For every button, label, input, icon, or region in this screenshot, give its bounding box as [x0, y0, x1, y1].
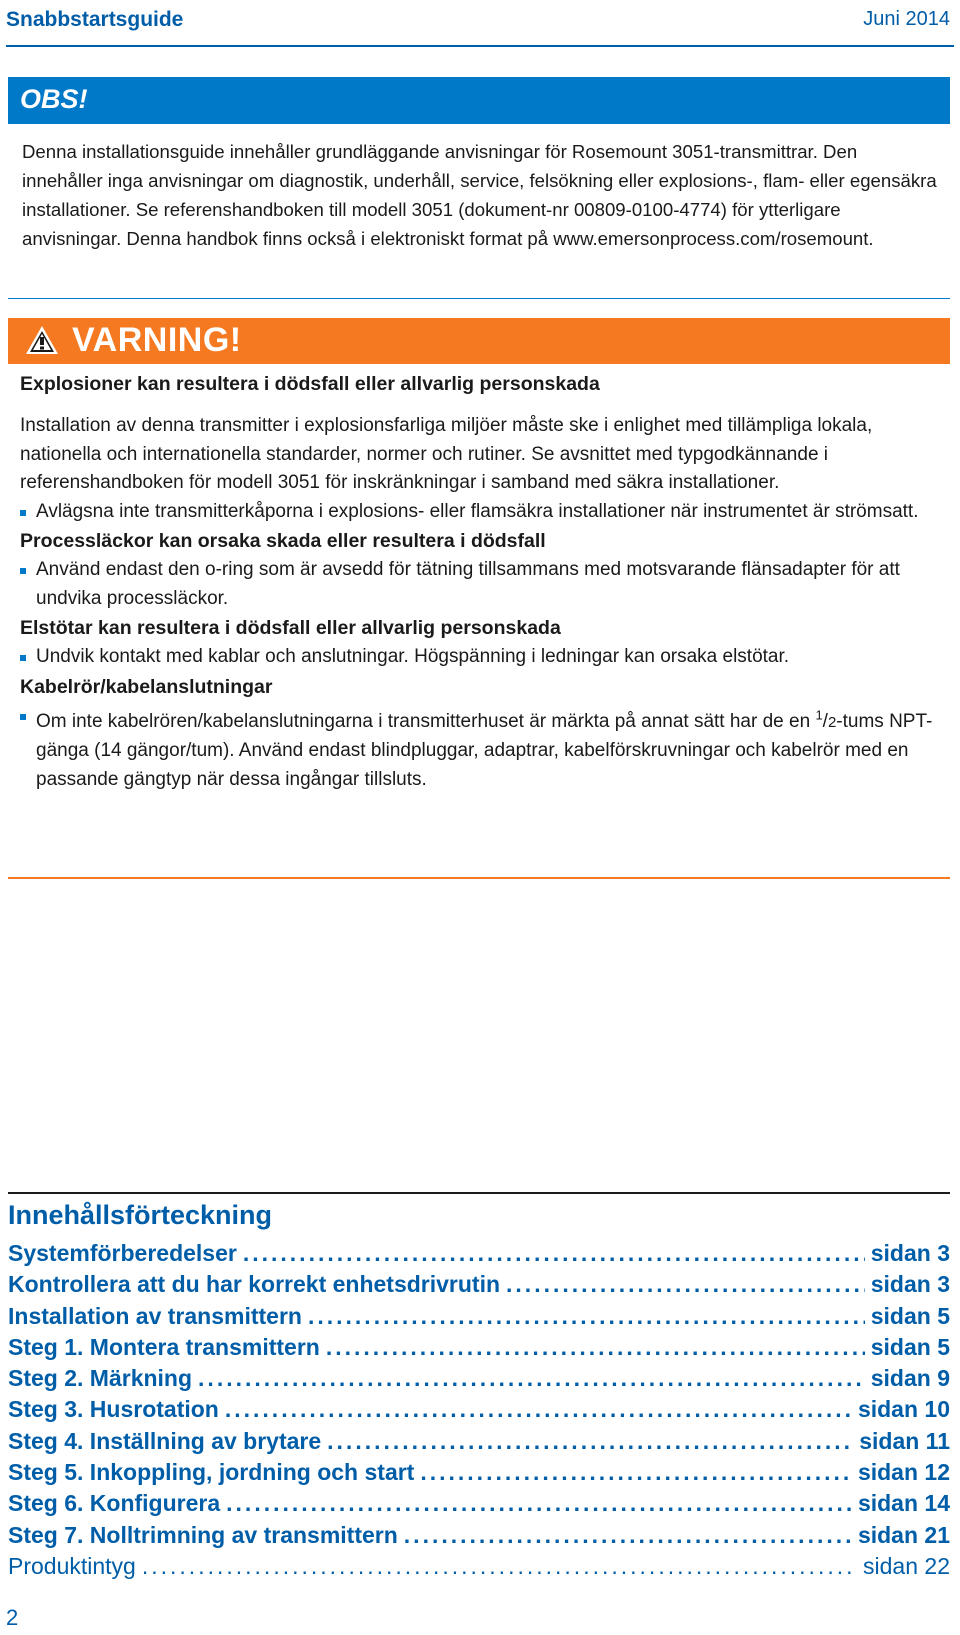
list-item	[20, 556, 945, 613]
toc-page: sidan 5	[870, 1302, 950, 1329]
toc-dot-leader	[327, 1428, 853, 1455]
bullet-square-icon	[20, 714, 26, 720]
toc-label: Steg 6. Konfigurera	[8, 1490, 221, 1517]
bullet-text-end: -tums NPT-gänga (14 gängor/tum). Använd endast blindpluggar, adaptrar, kabelförskruvningar och kabelrör med en passande gängtyp när dessa ingångar tillsluts.	[36, 710, 933, 790]
toc-label: Installation av transmittern	[8, 1302, 302, 1329]
list-item	[20, 702, 945, 795]
obs-text: Denna installationsguide innehåller grundläggande anvisningar för Rosemount 3051-transmittrar. Den innehåller inga anvisningar om diagnostik, underhåll, service, felsökning eller explosions-, flam- eller egensäkra installationer. Se referenshandboken till modell 3051 (dokument-nr 00809-0100-4774) för ytterligare anvisningar. Denna handbok finns också i elektroniskt format på www.emersonprocess.com/rosemount.	[22, 141, 937, 249]
toc-dot-leader	[142, 1553, 857, 1580]
toc-page: sidan 14	[857, 1490, 950, 1517]
warning-heading-leaks: Processläckor kan orsaka skada eller resultera i dödsfall	[20, 530, 546, 552]
toc-link-steg-4[interactable]	[8, 1428, 950, 1459]
warning-text-explosions: Installation av denna transmitter i explosionsfarliga miljöer måste ske i enlighet med tillämpliga lokala, nationella och internationella standarder, normer och rutiner. Se avsnittet med typgodkännande i referenshandboken för modell 3051 för inskränkningar i samband med säkra installationer.	[20, 415, 873, 493]
toc-label: Steg 2. Märkning	[8, 1365, 193, 1392]
fraction-slash: /	[822, 710, 828, 732]
toc-title: Innehållsförteckning	[8, 1200, 273, 1230]
toc-rule	[8, 1192, 950, 1194]
header-title: Snabbstartsguide	[6, 8, 184, 31]
warning-heading-explosions: Explosioner kan resultera i dödsfall eller allvarlig personskada	[20, 373, 600, 395]
bullet-text	[36, 707, 933, 790]
obs-label: OBS!	[20, 84, 88, 114]
toc-link-produktintyg[interactable]	[8, 1553, 950, 1584]
bullet-text: Avlägsna inte transmitterkåporna i explosions- eller flamsäkra installationer när instrumentet är strömsatt.	[36, 500, 919, 522]
toc-list	[8, 1240, 950, 1584]
header-rule	[6, 45, 954, 47]
toc-link-steg-7[interactable]	[8, 1522, 950, 1553]
toc-dot-leader	[404, 1522, 852, 1549]
toc-link-systemforberedelser[interactable]	[8, 1240, 950, 1271]
toc-page: sidan 5	[870, 1333, 950, 1360]
bullet-text: Undvik kontakt med kablar och anslutningar. Högspänning i ledningar kan orsaka elstötar.	[36, 646, 790, 667]
toc-label: Produktintyg	[8, 1552, 136, 1579]
obs-rule	[8, 298, 950, 299]
toc-page: sidan 9	[870, 1365, 950, 1392]
bullet-text-start: Om inte kabelrören/kabelanslutningarna i transmitterhuset är märkta på annat sätt har de en	[36, 710, 816, 732]
toc-link-steg-5[interactable]	[8, 1459, 950, 1490]
bullet-text: Använd endast den o-ring som är avsedd för tätning tillsammans med motsvarande flänsadapter för att undvika processläckor.	[36, 559, 900, 609]
bullet-square-icon	[20, 510, 26, 516]
toc-label: Steg 1. Montera transmittern	[8, 1333, 320, 1360]
toc-page: sidan 3	[870, 1271, 950, 1298]
toc-link-installation[interactable]	[8, 1303, 950, 1334]
toc-page: sidan 22	[863, 1552, 950, 1579]
toc-dot-leader	[198, 1365, 865, 1392]
toc-link-steg-2[interactable]	[8, 1365, 950, 1396]
toc-label: Steg 5. Inkoppling, jordning och start	[8, 1459, 415, 1486]
toc-page: sidan 3	[870, 1240, 950, 1266]
warning-body	[20, 369, 945, 794]
bullet-square-icon	[20, 655, 26, 661]
toc-dot-leader	[506, 1271, 865, 1298]
header-date: Juni 2014	[863, 8, 950, 30]
toc-page: sidan 10	[857, 1396, 950, 1423]
warning-triangle-icon	[24, 324, 60, 356]
toc-dot-leader	[243, 1240, 865, 1267]
warning-rule	[8, 877, 950, 879]
list-item	[20, 643, 945, 672]
obs-banner	[8, 77, 950, 124]
toc-dot-leader	[226, 1490, 852, 1517]
toc-dot-leader	[326, 1334, 865, 1361]
toc-link-enhetsdrivrutin[interactable]	[8, 1271, 950, 1302]
toc-label: Kontrollera att du har korrekt enhetsdrivrutin	[8, 1271, 501, 1298]
toc-page: sidan 21	[857, 1521, 950, 1548]
toc-label: Steg 7. Nolltrimning av transmittern	[8, 1521, 398, 1548]
fraction-denominator: 2	[827, 713, 837, 731]
toc-page: sidan 12	[857, 1459, 950, 1486]
warning-heading-shock: Elstötar kan resultera i dödsfall eller allvarlig personskada	[20, 617, 561, 639]
toc-label: Systemförberedelser	[8, 1240, 237, 1266]
warning-banner	[8, 318, 950, 364]
warning-label: VARNING!	[72, 321, 242, 359]
toc-label: Steg 4. Inställning av brytare	[8, 1427, 322, 1454]
toc-link-steg-3[interactable]	[8, 1396, 950, 1427]
toc-link-steg-1[interactable]	[8, 1334, 950, 1365]
fraction-numerator: 1	[815, 707, 823, 723]
warning-heading-conduit: Kabelrör/kabelanslutningar	[20, 675, 273, 698]
toc-label: Steg 3. Husrotation	[8, 1396, 219, 1423]
toc-dot-leader	[420, 1459, 852, 1486]
page-number: 2	[6, 1605, 19, 1630]
bullet-square-icon	[20, 568, 26, 574]
toc-page: sidan 11	[859, 1427, 950, 1454]
list-item	[20, 498, 945, 527]
toc-link-steg-6[interactable]	[8, 1490, 950, 1521]
toc-dot-leader	[308, 1303, 865, 1330]
toc-dot-leader	[225, 1396, 852, 1423]
